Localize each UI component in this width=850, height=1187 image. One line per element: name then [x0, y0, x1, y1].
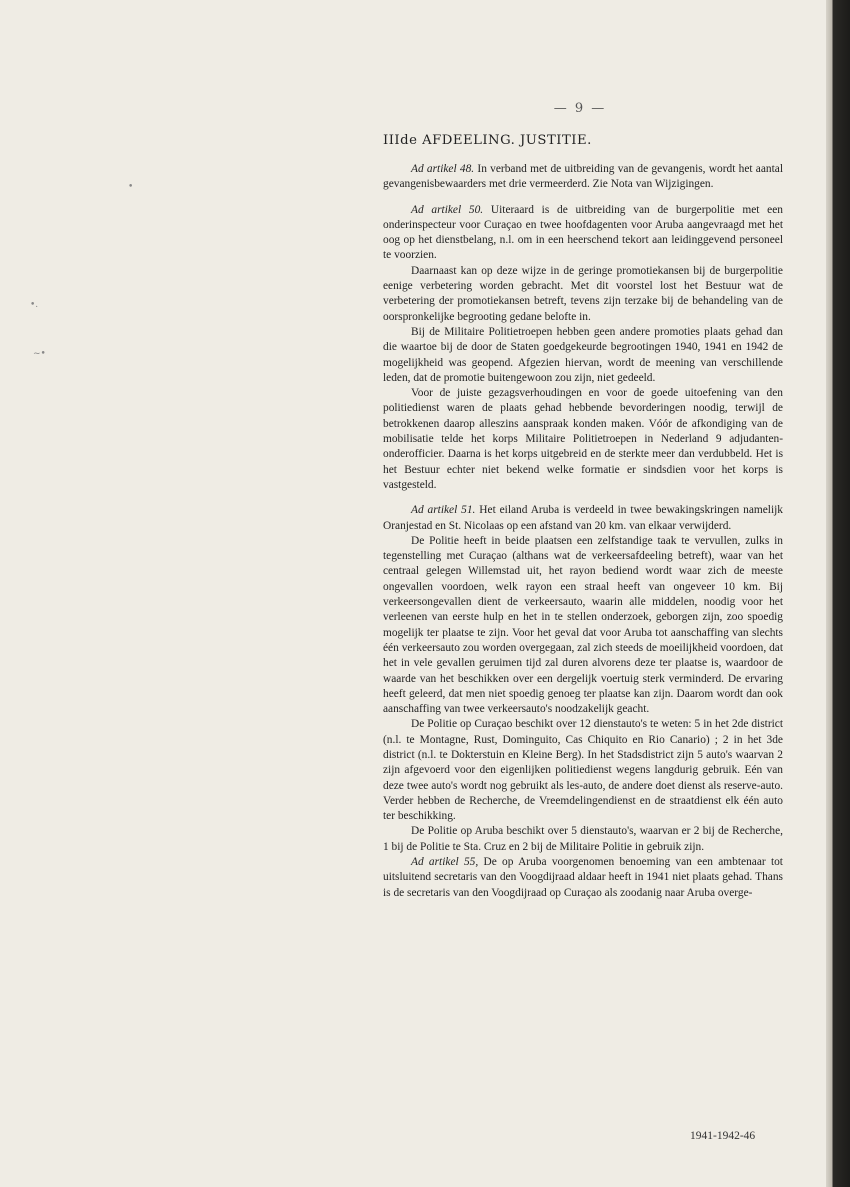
article-reference: Ad artikel 51. — [411, 504, 476, 517]
article-reference: Ad artikel 50. — [411, 203, 484, 216]
article-reference: Ad artikel 55, — [411, 856, 479, 869]
paragraph — [383, 386, 783, 493]
paragraph — [383, 824, 783, 855]
paragraph — [383, 264, 783, 325]
page-edge — [826, 0, 850, 1187]
paragraph-text: De op Aruba voorgenomen benoeming van een ambtenaar tot uitsluitend secretaris van den Voogdijraad aldaar heeft in 1941 niet plaats gehad. Thans is de secretaris van den Voogdijraad op Curaçao als zoodanig naar Aruba overge- — [383, 856, 783, 899]
paragraph — [383, 717, 783, 824]
paragraph — [383, 855, 783, 901]
main-text — [383, 132, 783, 901]
article-reference: Ad artikel 48. — [411, 163, 475, 175]
paragraph — [383, 162, 783, 193]
paragraph-text: De Politie op Curaçao beschikt over 12 dienstauto's te weten: 5 in het 2de district (n.l. te Montagne, Rust, Dominguito, Cas Chiquito en Rio Canario) ; 2 in het 3de district (n.l. te Dokterstuin en Kleine Berg). In het Stadsdistrict zijn 5 auto's waarvan 2 zijn afgevoerd voor den eigenlijken politiedienst wegens langdurig gebruik. Eén van deze twee auto's wordt nog gebruikt als les-auto, de andere doet dienst als reserve-auto. Verder hebben de Recherche, de Vreemdelingendienst en de straatdienst elk één auto ter beschikking. — [383, 718, 783, 823]
paragraph-text: De Politie heeft in beide plaatsen een zelfstandige taak te vervullen, zulks in tegenstelling met Curaçao (althans wat de verkeersafdeeling betreft), waar van het centraal gelegen Willemstad uit, het rayon bediend wordt waar zich de meeste ongevallen voordoen, welk rayon een straal heeft van ongeveer 10 km. Bij verkeersongevallen dient de verkeersauto, waarin alle middelen, noodig voor het verleenen van eerste hulp en het in te stellen onderzoek, geborgen zijn, zoo spoedig mogelijk ter plaatse te zijn. Voor het geval dat voor Aruba tot aanschaffing van slechts één verkeersauto zou worden overgegaan, zal zich steeds de moeilijkheid voordoen, dat het in vele gevallen geruimen tijd zal duren alvorens deze ter plaatse is, waardoor de waarde van het beschikken over een dergelijk voertuig sterk verminderd. De ervaring heeft geleerd, dat men niet spoedig genoeg ter plaatse kan zijn. Daarom wordt dan ook aanschaffing van twee verkeersauto's noodzakelijk geacht. — [383, 534, 783, 716]
paragraph-text: In verband met de uitbreiding van de gevangenis, wordt het aantal gevangenisbewaarders met drie vermeerderd. Zie Nota van Wijzigingen. — [383, 163, 783, 191]
paragraph — [383, 534, 783, 718]
paragraph-text: Daarnaast kan op deze wijze in de geringe promotiekansen bij de burgerpolitie eenige verbetering worden gebracht. Met dit voorstel lost het Bestuur wat de verbetering der promotiekansen betreft, tevens zijn terzake bij de behandeling van de oorspronkelijke begrooting gedane belofte in. — [383, 264, 783, 323]
margin-mark: • — [128, 182, 134, 192]
paragraph-text: De Politie op Aruba beschikt over 5 dienstauto's, waarvan er 2 bij de Recherche, 1 bij de Politie te Sta. Cruz en 2 bij de Militaire Politie in gebruik zijn. — [383, 825, 783, 853]
paragraph — [383, 503, 783, 534]
paragraph-text: Voor de juiste gezagsverhoudingen en voor de goede uitoefening van den politiedienst waren de plaats gehad hebbende bevorderingen noodig, terwijl de betrokkenen daarop alleszins aanspraak konden maken. Vóór de afkondiging van de mobilisatie telde het korps Militaire Politietroepen in Nederland 9 adjudanten-onderofficier. Daarna is het korps uitgebreid en de sterkte meer dan verdubbeld. Het is het Bestuur echter niet bekend welke formatie er sindsdien voor het korps is vastgesteld. — [383, 387, 783, 491]
footer-reference: 1941-1942-46 — [690, 1130, 756, 1142]
paragraph — [383, 203, 783, 264]
page-number: — 9 — — [553, 101, 607, 116]
paragraph-text: Uiteraard is de uitbreiding van de burgerpolitie met een onderinspecteur voor Curaçao en twee hoofdagenten voor Aruba aangevraagd met het oog op het dienstbelang, n.l. om in een heerschend tekort aan leidinggevend personeel te voorzien. — [383, 203, 783, 262]
paragraph-text: Het eiland Aruba is verdeeld in twee bewakingskringen namelijk Oranjestad en St. Nicolaas op een afstand van 20 km. van elkaar verwijderd. — [383, 504, 783, 532]
section-heading: IIIde AFDEELING. JUSTITIE. — [383, 133, 592, 148]
paragraph-text: Bij de Militaire Politietroepen hebben geen andere promoties plaats gehad dan die waartoe bij de door de Staten goedgekeurde begrootingen 1940, 1941 en 1942 de mogelijkheid was geopend. Afgezien hiervan, wordt de meening van verschillende leden, dat de promotie buitengewoon zou zijn, niet gedeeld. — [383, 325, 783, 384]
paragraph — [383, 325, 783, 386]
margin-mark: ~• — [33, 349, 46, 359]
margin-mark: •. — [30, 300, 39, 310]
